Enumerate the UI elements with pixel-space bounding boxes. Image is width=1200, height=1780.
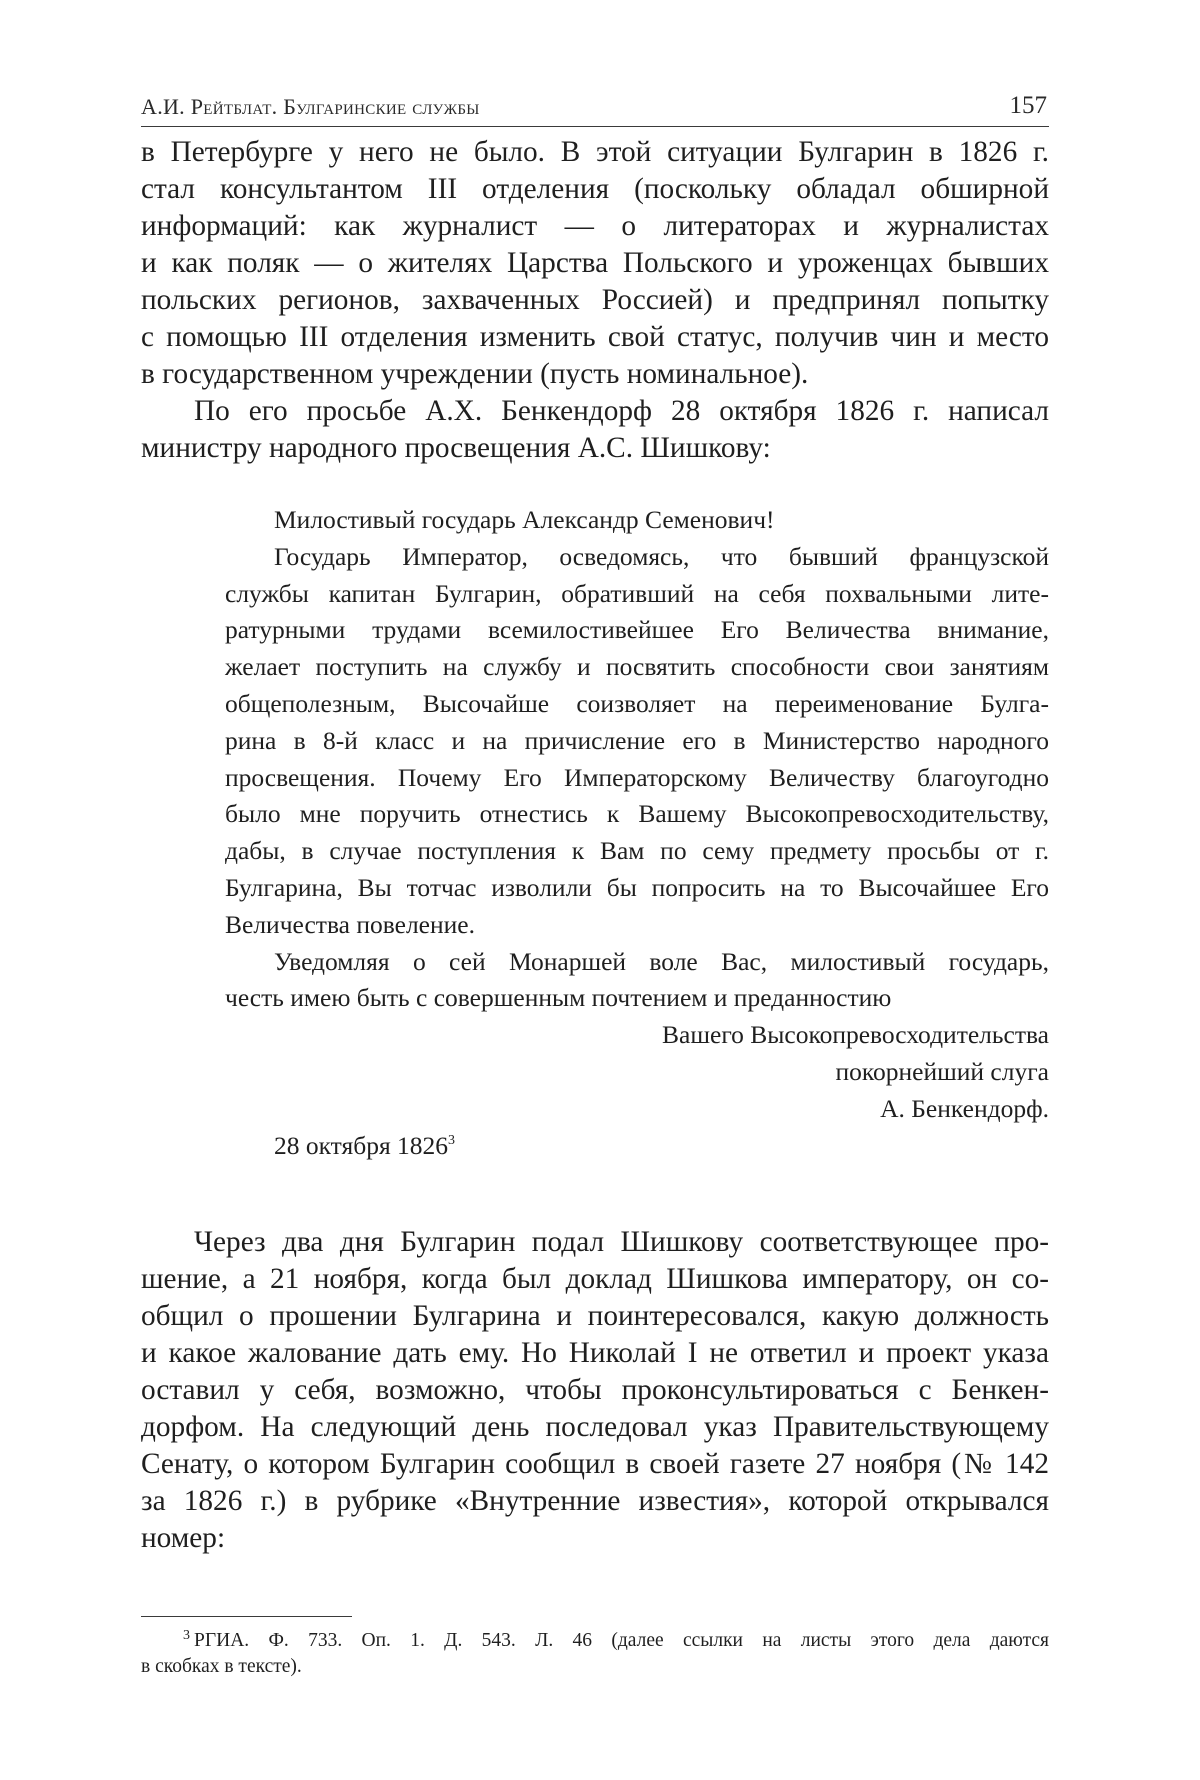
letter-line: желает поступить на службу и посвятить способности свои занятиям: [225, 652, 1049, 682]
footnote-text: РГИА. Ф. 733. Оп. 1. Д. 543. Л. 46 (далее ссылки на листы этого дела даются: [194, 1630, 1049, 1651]
text-line: оставил у себя, возможно, чтобы проконсультироваться с Бенкен-: [141, 1374, 1049, 1406]
letter-line: дабы, в случае поступления к Вам по сему предмету просьбы от г.: [225, 836, 1049, 866]
text-line: в государственном учреждении (пусть номинальное).: [141, 358, 809, 390]
quoted-letter: [225, 502, 1049, 1164]
text-line: По его просьбе А.Х. Бенкендорф 28 октября 1826 г. написал: [194, 395, 1049, 427]
letter-line: просвещения. Почему Его Императорскому Величеству благоугодно: [225, 762, 1049, 792]
letter-closing: покорнейший слуга: [835, 1056, 1049, 1086]
footnote-number: 3: [183, 1628, 190, 1643]
letter-date-text: 28 октября 1826: [274, 1130, 449, 1160]
text-line: министру народного просвещения А.С. Шишкову:: [141, 432, 771, 464]
letter-closing: Вашего Высокопревосходительства: [662, 1020, 1049, 1050]
footnote-line: в скобках в тексте).: [141, 1656, 302, 1677]
running-head: [141, 90, 1049, 127]
text-line: общил о прошении Булгарина и поинтересовался, какую должность: [141, 1300, 1049, 1332]
paragraph-3: [141, 1224, 1049, 1557]
text-line: Через два дня Булгарин подал Шишкову соответствующее про-: [194, 1226, 1049, 1258]
letter-line: Величества повеление.: [225, 909, 475, 939]
letter-line: общеполезным, Высочайше соизволяет на переименование Булга-: [225, 688, 1049, 718]
letter-line: ратурными трудами всемилостивейшее Его Величества внимание,: [225, 615, 1049, 645]
letter-line: рина в 8-й класс и на причисление его в Министерство народного: [225, 725, 1049, 755]
letter-salutation: Милостивый государь Александр Семенович!: [274, 505, 775, 534]
letter-line: Булгарина, Вы тотчас изволили бы попросить на то Высочайшее Его: [225, 872, 1049, 902]
letter-line: Уведомляя о сей Монаршей воле Вас, милостивый государь,: [274, 946, 1049, 976]
letter-date: [225, 1128, 1049, 1165]
footnote-divider: [141, 1616, 352, 1617]
letter-line: службы капитан Булгарин, обративший на себя похвальными лите-: [225, 578, 1049, 608]
text-line: Сенату, о котором Булгарин сообщил в своей газете 27 ноября (№ 142: [141, 1448, 1049, 1480]
footnote: [141, 1628, 1049, 1680]
page-number: 157: [1009, 92, 1047, 119]
text-line: номер:: [141, 1522, 226, 1554]
footnote-line: [141, 1628, 1049, 1654]
paragraph-1: [141, 134, 1049, 393]
text-line: информаций: как журналист — о литераторах и журналистах: [141, 210, 1049, 242]
letter-line: было мне поручить отнестись к Вашему Высокопревосходительству,: [225, 799, 1049, 829]
text-line: и как поляк — о жителях Царства Польского и уроженцах бывших: [141, 247, 1049, 279]
text-line: за 1826 г.) в рубрике «Внутренние известия», которой открывался: [141, 1485, 1049, 1517]
text-line: шение, а 21 ноября, когда был доклад Шишкова императору, он со-: [141, 1263, 1049, 1295]
letter-signature: А. Бенкендорф.: [880, 1093, 1049, 1123]
text-line: в Петербурге у него не было. В этой ситуации Булгарин в 1826 г.: [141, 136, 1049, 168]
text-line: стал консультантом III отделения (поскольку обладал обширной: [141, 173, 1049, 205]
letter-line: Государь Император, осведомясь, что бывший французской: [274, 541, 1049, 571]
text-line: польских регионов, захваченных Россией) и предпринял попытку: [141, 284, 1049, 316]
running-head-title: А.И. Рейтблат. Булгаринские службы: [141, 94, 480, 119]
paragraph-2: [141, 393, 1049, 467]
letter-line: честь имею быть с совершенным почтением и преданностию: [225, 983, 892, 1013]
text-line: с помощью III отделения изменить свой статус, получив чин и место: [141, 321, 1049, 353]
footnote-reference[interactable]: 3: [448, 1132, 456, 1148]
text-line: дорфом. На следующий день последовал указ Правительствующему: [141, 1411, 1049, 1443]
book-page: [141, 0, 1049, 1780]
text-line: и какое жалование дать ему. Но Николай I не ответил и проект указа: [141, 1337, 1049, 1369]
